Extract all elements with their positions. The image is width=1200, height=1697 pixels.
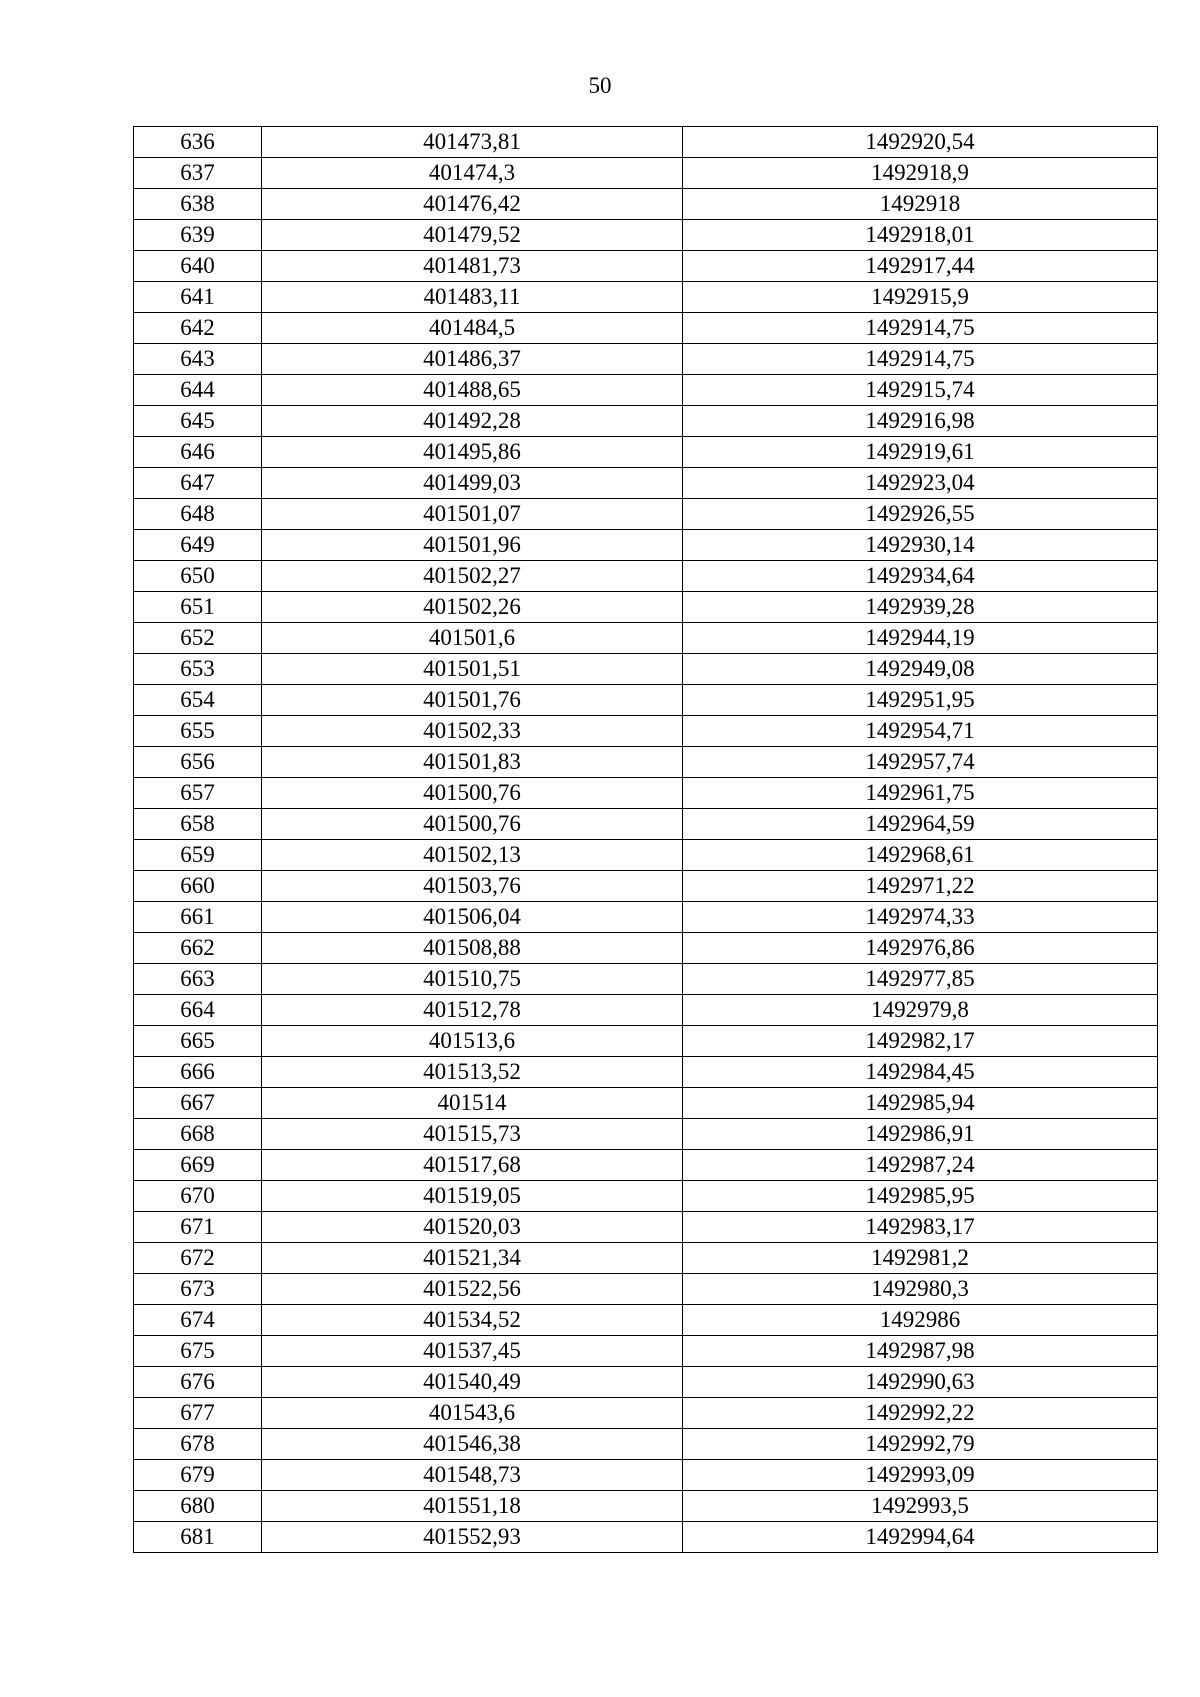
y-coordinate-cell: 1492992,79 bbox=[683, 1429, 1158, 1460]
table-row bbox=[134, 654, 1158, 685]
point-number-cell: 673 bbox=[134, 1274, 262, 1305]
y-coordinate-cell: 1492926,55 bbox=[683, 499, 1158, 530]
table-row bbox=[134, 1429, 1158, 1460]
point-number-cell: 669 bbox=[134, 1150, 262, 1181]
y-coordinate-cell: 1492923,04 bbox=[683, 468, 1158, 499]
x-coordinate-cell: 401506,04 bbox=[262, 902, 683, 933]
y-coordinate-cell: 1492964,59 bbox=[683, 809, 1158, 840]
x-coordinate-cell: 401483,11 bbox=[262, 282, 683, 313]
point-number-cell: 679 bbox=[134, 1460, 262, 1491]
x-coordinate-cell: 401486,37 bbox=[262, 344, 683, 375]
table-row bbox=[134, 220, 1158, 251]
y-coordinate-cell: 1492993,5 bbox=[683, 1491, 1158, 1522]
y-coordinate-cell: 1492915,9 bbox=[683, 282, 1158, 313]
point-number-cell: 644 bbox=[134, 375, 262, 406]
x-coordinate-cell: 401492,28 bbox=[262, 406, 683, 437]
table-row bbox=[134, 282, 1158, 313]
y-coordinate-cell: 1492980,3 bbox=[683, 1274, 1158, 1305]
x-coordinate-cell: 401552,93 bbox=[262, 1522, 683, 1553]
y-coordinate-cell: 1492990,63 bbox=[683, 1367, 1158, 1398]
y-coordinate-cell: 1492914,75 bbox=[683, 313, 1158, 344]
point-number-cell: 671 bbox=[134, 1212, 262, 1243]
point-number-cell: 681 bbox=[134, 1522, 262, 1553]
x-coordinate-cell: 401513,52 bbox=[262, 1057, 683, 1088]
table-row bbox=[134, 437, 1158, 468]
table-row bbox=[134, 840, 1158, 871]
table-row bbox=[134, 1026, 1158, 1057]
table-row bbox=[134, 1181, 1158, 1212]
table-row bbox=[134, 1522, 1158, 1553]
table-row bbox=[134, 375, 1158, 406]
x-coordinate-cell: 401540,49 bbox=[262, 1367, 683, 1398]
table-row bbox=[134, 251, 1158, 282]
table-row bbox=[134, 127, 1158, 158]
x-coordinate-cell: 401501,6 bbox=[262, 623, 683, 654]
x-coordinate-cell: 401500,76 bbox=[262, 778, 683, 809]
table-row bbox=[134, 1367, 1158, 1398]
point-number-cell: 648 bbox=[134, 499, 262, 530]
x-coordinate-cell: 401522,56 bbox=[262, 1274, 683, 1305]
point-number-cell: 639 bbox=[134, 220, 262, 251]
y-coordinate-cell: 1492985,95 bbox=[683, 1181, 1158, 1212]
x-coordinate-cell: 401501,83 bbox=[262, 747, 683, 778]
x-coordinate-cell: 401515,73 bbox=[262, 1119, 683, 1150]
x-coordinate-cell: 401519,05 bbox=[262, 1181, 683, 1212]
y-coordinate-cell: 1492986,91 bbox=[683, 1119, 1158, 1150]
table-row bbox=[134, 468, 1158, 499]
point-number-cell: 653 bbox=[134, 654, 262, 685]
page-number: 50 bbox=[588, 73, 612, 98]
y-coordinate-cell: 1492983,17 bbox=[683, 1212, 1158, 1243]
y-coordinate-cell: 1492920,54 bbox=[683, 127, 1158, 158]
x-coordinate-cell: 401534,52 bbox=[262, 1305, 683, 1336]
table-row bbox=[134, 902, 1158, 933]
point-number-cell: 640 bbox=[134, 251, 262, 282]
x-coordinate-cell: 401479,52 bbox=[262, 220, 683, 251]
x-coordinate-cell: 401495,86 bbox=[262, 437, 683, 468]
point-number-cell: 667 bbox=[134, 1088, 262, 1119]
table-row bbox=[134, 158, 1158, 189]
x-coordinate-cell: 401502,27 bbox=[262, 561, 683, 592]
point-number-cell: 665 bbox=[134, 1026, 262, 1057]
point-number-cell: 636 bbox=[134, 127, 262, 158]
y-coordinate-cell: 1492974,33 bbox=[683, 902, 1158, 933]
table-row bbox=[134, 1491, 1158, 1522]
y-coordinate-cell: 1492915,74 bbox=[683, 375, 1158, 406]
x-coordinate-cell: 401502,33 bbox=[262, 716, 683, 747]
table-row bbox=[134, 778, 1158, 809]
table-row bbox=[134, 189, 1158, 220]
x-coordinate-cell: 401537,45 bbox=[262, 1336, 683, 1367]
table-row bbox=[134, 623, 1158, 654]
x-coordinate-cell: 401517,68 bbox=[262, 1150, 683, 1181]
x-coordinate-cell: 401521,34 bbox=[262, 1243, 683, 1274]
y-coordinate-cell: 1492944,19 bbox=[683, 623, 1158, 654]
y-coordinate-cell: 1492914,75 bbox=[683, 344, 1158, 375]
table-row bbox=[134, 1305, 1158, 1336]
point-number-cell: 647 bbox=[134, 468, 262, 499]
point-number-cell: 662 bbox=[134, 933, 262, 964]
y-coordinate-cell: 1492987,24 bbox=[683, 1150, 1158, 1181]
y-coordinate-cell: 1492981,2 bbox=[683, 1243, 1158, 1274]
table-row bbox=[134, 1119, 1158, 1150]
point-number-cell: 642 bbox=[134, 313, 262, 344]
y-coordinate-cell: 1492918,9 bbox=[683, 158, 1158, 189]
coordinates-table-body bbox=[134, 127, 1158, 1553]
x-coordinate-cell: 401502,26 bbox=[262, 592, 683, 623]
point-number-cell: 652 bbox=[134, 623, 262, 654]
y-coordinate-cell: 1492917,44 bbox=[683, 251, 1158, 282]
x-coordinate-cell: 401501,07 bbox=[262, 499, 683, 530]
point-number-cell: 680 bbox=[134, 1491, 262, 1522]
x-coordinate-cell: 401551,18 bbox=[262, 1491, 683, 1522]
x-coordinate-cell: 401474,3 bbox=[262, 158, 683, 189]
x-coordinate-cell: 401501,96 bbox=[262, 530, 683, 561]
table-row bbox=[134, 871, 1158, 902]
point-number-cell: 661 bbox=[134, 902, 262, 933]
table-row bbox=[134, 1212, 1158, 1243]
point-number-cell: 650 bbox=[134, 561, 262, 592]
point-number-cell: 664 bbox=[134, 995, 262, 1026]
x-coordinate-cell: 401502,13 bbox=[262, 840, 683, 871]
table-row bbox=[134, 1336, 1158, 1367]
x-coordinate-cell: 401500,76 bbox=[262, 809, 683, 840]
y-coordinate-cell: 1492977,85 bbox=[683, 964, 1158, 995]
table-row bbox=[134, 344, 1158, 375]
table-row bbox=[134, 499, 1158, 530]
point-number-cell: 651 bbox=[134, 592, 262, 623]
x-coordinate-cell: 401476,42 bbox=[262, 189, 683, 220]
coordinates-table bbox=[133, 126, 1158, 1553]
point-number-cell: 675 bbox=[134, 1336, 262, 1367]
table-row bbox=[134, 313, 1158, 344]
x-coordinate-cell: 401548,73 bbox=[262, 1460, 683, 1491]
point-number-cell: 677 bbox=[134, 1398, 262, 1429]
point-number-cell: 658 bbox=[134, 809, 262, 840]
table-row bbox=[134, 592, 1158, 623]
point-number-cell: 654 bbox=[134, 685, 262, 716]
point-number-cell: 643 bbox=[134, 344, 262, 375]
y-coordinate-cell: 1492954,71 bbox=[683, 716, 1158, 747]
point-number-cell: 645 bbox=[134, 406, 262, 437]
table-row bbox=[134, 1243, 1158, 1274]
x-coordinate-cell: 401514 bbox=[262, 1088, 683, 1119]
y-coordinate-cell: 1492971,22 bbox=[683, 871, 1158, 902]
point-number-cell: 641 bbox=[134, 282, 262, 313]
point-number-cell: 649 bbox=[134, 530, 262, 561]
x-coordinate-cell: 401503,76 bbox=[262, 871, 683, 902]
x-coordinate-cell: 401501,76 bbox=[262, 685, 683, 716]
y-coordinate-cell: 1492994,64 bbox=[683, 1522, 1158, 1553]
point-number-cell: 655 bbox=[134, 716, 262, 747]
x-coordinate-cell: 401513,6 bbox=[262, 1026, 683, 1057]
point-number-cell: 638 bbox=[134, 189, 262, 220]
table-row bbox=[134, 1460, 1158, 1491]
table-row bbox=[134, 1398, 1158, 1429]
table-row bbox=[134, 1274, 1158, 1305]
x-coordinate-cell: 401481,73 bbox=[262, 251, 683, 282]
y-coordinate-cell: 1492951,95 bbox=[683, 685, 1158, 716]
point-number-cell: 672 bbox=[134, 1243, 262, 1274]
table-row bbox=[134, 933, 1158, 964]
table-row bbox=[134, 530, 1158, 561]
table-row bbox=[134, 1057, 1158, 1088]
y-coordinate-cell: 1492976,86 bbox=[683, 933, 1158, 964]
y-coordinate-cell: 1492919,61 bbox=[683, 437, 1158, 468]
y-coordinate-cell: 1492986 bbox=[683, 1305, 1158, 1336]
table-row bbox=[134, 561, 1158, 592]
table-row bbox=[134, 716, 1158, 747]
point-number-cell: 674 bbox=[134, 1305, 262, 1336]
table-row bbox=[134, 1088, 1158, 1119]
y-coordinate-cell: 1492934,64 bbox=[683, 561, 1158, 592]
table-row bbox=[134, 995, 1158, 1026]
point-number-cell: 637 bbox=[134, 158, 262, 189]
y-coordinate-cell: 1492979,8 bbox=[683, 995, 1158, 1026]
point-number-cell: 660 bbox=[134, 871, 262, 902]
point-number-cell: 668 bbox=[134, 1119, 262, 1150]
y-coordinate-cell: 1492985,94 bbox=[683, 1088, 1158, 1119]
x-coordinate-cell: 401512,78 bbox=[262, 995, 683, 1026]
table-row bbox=[134, 809, 1158, 840]
point-number-cell: 646 bbox=[134, 437, 262, 468]
point-number-cell: 666 bbox=[134, 1057, 262, 1088]
table-row bbox=[134, 406, 1158, 437]
table-row bbox=[134, 685, 1158, 716]
point-number-cell: 656 bbox=[134, 747, 262, 778]
x-coordinate-cell: 401546,38 bbox=[262, 1429, 683, 1460]
y-coordinate-cell: 1492993,09 bbox=[683, 1460, 1158, 1491]
x-coordinate-cell: 401510,75 bbox=[262, 964, 683, 995]
y-coordinate-cell: 1492961,75 bbox=[683, 778, 1158, 809]
y-coordinate-cell: 1492930,14 bbox=[683, 530, 1158, 561]
y-coordinate-cell: 1492992,22 bbox=[683, 1398, 1158, 1429]
y-coordinate-cell: 1492918 bbox=[683, 189, 1158, 220]
x-coordinate-cell: 401488,65 bbox=[262, 375, 683, 406]
point-number-cell: 657 bbox=[134, 778, 262, 809]
x-coordinate-cell: 401501,51 bbox=[262, 654, 683, 685]
table-row bbox=[134, 1150, 1158, 1181]
table-row bbox=[134, 747, 1158, 778]
y-coordinate-cell: 1492918,01 bbox=[683, 220, 1158, 251]
y-coordinate-cell: 1492984,45 bbox=[683, 1057, 1158, 1088]
y-coordinate-cell: 1492939,28 bbox=[683, 592, 1158, 623]
table-row bbox=[134, 964, 1158, 995]
x-coordinate-cell: 401508,88 bbox=[262, 933, 683, 964]
x-coordinate-cell: 401543,6 bbox=[262, 1398, 683, 1429]
x-coordinate-cell: 401473,81 bbox=[262, 127, 683, 158]
point-number-cell: 670 bbox=[134, 1181, 262, 1212]
point-number-cell: 676 bbox=[134, 1367, 262, 1398]
x-coordinate-cell: 401499,03 bbox=[262, 468, 683, 499]
x-coordinate-cell: 401484,5 bbox=[262, 313, 683, 344]
y-coordinate-cell: 1492957,74 bbox=[683, 747, 1158, 778]
y-coordinate-cell: 1492982,17 bbox=[683, 1026, 1158, 1057]
point-number-cell: 678 bbox=[134, 1429, 262, 1460]
y-coordinate-cell: 1492968,61 bbox=[683, 840, 1158, 871]
y-coordinate-cell: 1492949,08 bbox=[683, 654, 1158, 685]
point-number-cell: 659 bbox=[134, 840, 262, 871]
y-coordinate-cell: 1492916,98 bbox=[683, 406, 1158, 437]
x-coordinate-cell: 401520,03 bbox=[262, 1212, 683, 1243]
point-number-cell: 663 bbox=[134, 964, 262, 995]
y-coordinate-cell: 1492987,98 bbox=[683, 1336, 1158, 1367]
